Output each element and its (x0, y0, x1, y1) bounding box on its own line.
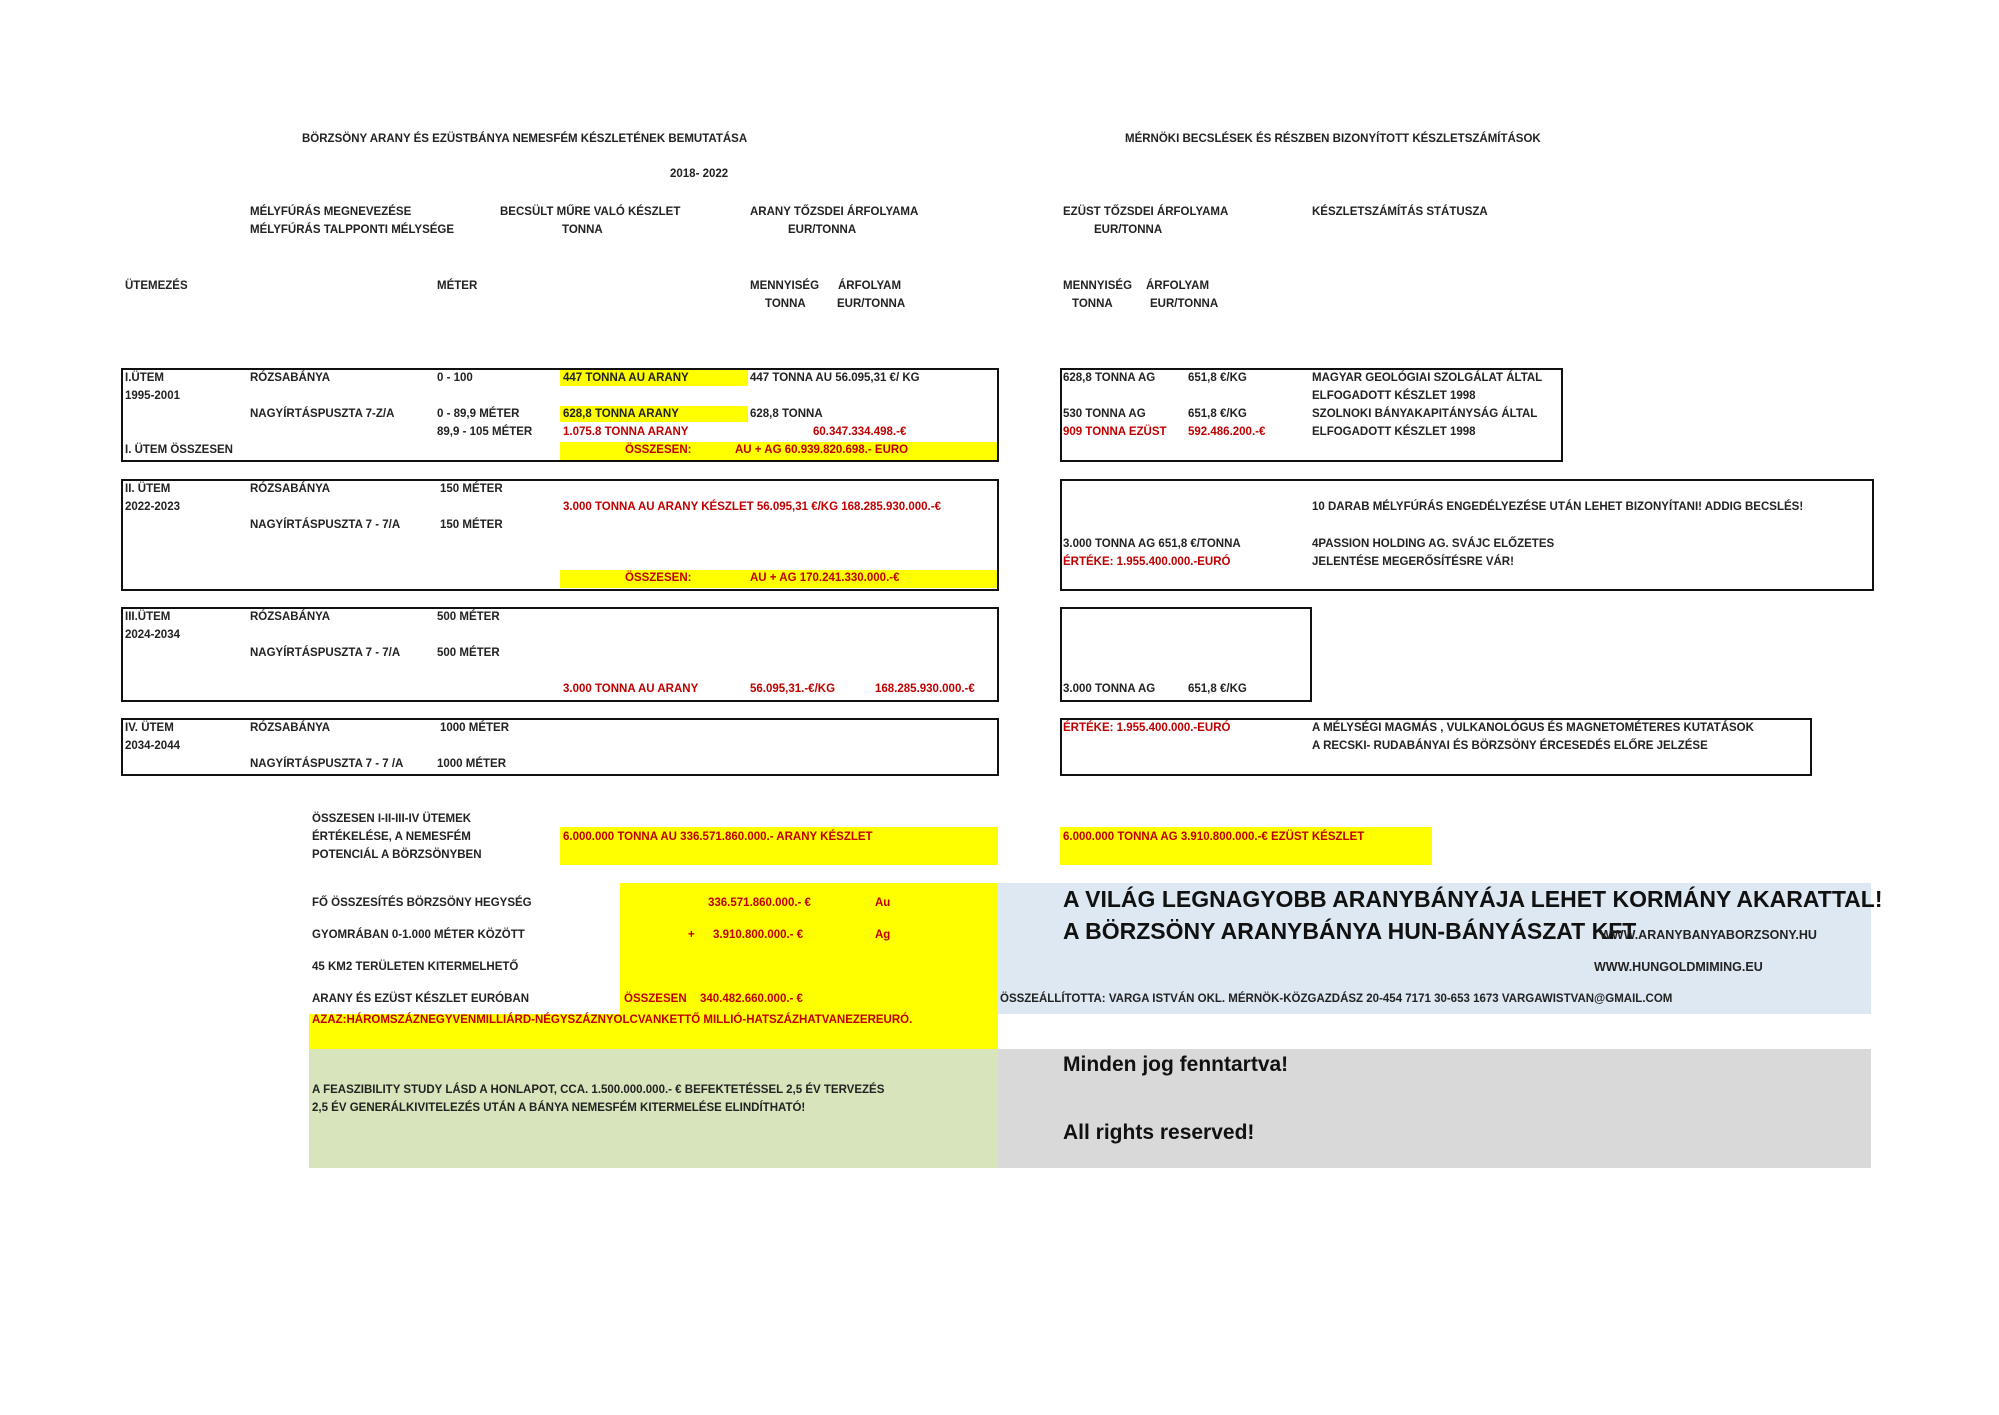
col-drill-name: MÉLYFÚRÁS MEGNEVEZÉSE (250, 206, 412, 218)
promo-line2: A BÖRZSÖNY ARANYBÁNYA HUN-BÁNYÁSZAT KFT (1063, 918, 1637, 944)
summary-l1: FŐ ÖSSZESÍTÉS BÖRZSÖNY HEGYSÉG (312, 897, 532, 909)
phase2-r-status-b: JELENTÉSE MEGERŐSÍTÉSRE VÁR! (1312, 556, 1514, 568)
totals-silver: 6.000.000 TONNA AG 3.910.800.000.-€ EZÜST KÉSZLET (1063, 831, 1365, 843)
phase1-sum-text: ÖSSZESEN: (625, 444, 692, 456)
phase2-right-box (1060, 479, 1874, 591)
phase3-r-qty: 3.000 TONNA AG (1063, 683, 1156, 695)
phase1-r-qty3: 909 TONNA EZÜST (1063, 426, 1167, 438)
col-silver-rate: ÁRFOLYAM (1146, 280, 1210, 292)
phase3-label: III.ÜTEM (125, 611, 171, 623)
phase2-r-status-a: 4PASSION HOLDING AG. SVÁJC ELŐZETES (1312, 538, 1555, 550)
summary-l2: GYOMRÁBAN 0-1.000 MÉTER KÖZÖTT (312, 929, 525, 941)
phase2-sum-text: ÖSSZESEN: (625, 572, 692, 584)
phase1-r-rate1: 651,8 €/KG (1188, 372, 1247, 384)
col-silver-rate-unit: EUR/TONNA (1150, 298, 1219, 310)
phase3-site2: NAGYÍRTÁSPUSZTA 7 - 7/A (250, 647, 401, 659)
totals-gold: 6.000.000 TONNA AU 336.571.860.000.- ARANY KÉSZLET (563, 831, 873, 843)
phase1-r-rate2: 651,8 €/KG (1188, 408, 1247, 420)
phase3-depth1: 500 MÉTER (437, 611, 500, 623)
phase1-sum-label: I. ÜTEM ÖSSZESEN (125, 444, 233, 456)
summary-u1: Au (875, 897, 891, 909)
col-rate-unit: EUR/TONNA (837, 298, 906, 310)
col-tonna: TONNA (562, 224, 603, 236)
phase2-r-note: 10 DARAB MÉLYFÚRÁS ENGEDÉLYEZÉSE UTÁN LEHET BIZONYÍTANI! ADDIG BECSLÉS! (1312, 501, 1804, 513)
phase2-site2: NAGYÍRTÁSPUSZTA 7 - 7/A (250, 519, 401, 531)
phase2-depth2: 150 MÉTER (440, 519, 503, 531)
feasibility-line2: 2,5 ÉV GENERÁLKIVITELEZÉS UTÁN A BÁNYA NEMESFÉM KITERMELÉSE ELINDÍTHATÓ! (312, 1102, 806, 1114)
col-est-reserve: BECSÜLT MŰRE VALÓ KÉSZLET (500, 206, 681, 218)
phase2-sum-val: AU + AG 170.241.330.000.-€ (750, 572, 900, 584)
summary-sum-val: 340.482.660.000.- € (700, 993, 803, 1005)
summary-u2: Ag (875, 929, 891, 941)
phase1-depth2: 0 - 89,9 MÉTER (437, 408, 520, 420)
phase1-val3: 60.347.334.498.-€ (813, 426, 907, 438)
col-gold-price: ARANY TŐZSDEI ÁRFOLYAMA (750, 206, 919, 218)
col-qty-unit: TONNA (765, 298, 806, 310)
document-years: 2018- 2022 (670, 168, 729, 180)
phase3-res: 3.000 TONNA AU ARANY (563, 683, 699, 695)
phase3-site1: RÓZSABÁNYA (250, 611, 331, 623)
col-rate: ÁRFOLYAM (838, 280, 902, 292)
rights-hu: Minden jog fenntartva! (1063, 1053, 1289, 1076)
phase1-r-status2b: ELFOGADOTT KÉSZLET 1998 (1312, 426, 1476, 438)
phase1-res2: 628,8 TONNA ARANY (563, 408, 679, 420)
phase1-years: 1995-2001 (125, 390, 180, 402)
phase1-res3: 1.075.8 TONNA ARANY (563, 426, 689, 438)
col-meter: MÉTER (437, 280, 478, 292)
phase1-label: I.ÜTEM (125, 372, 164, 384)
col-silver-qty: MENNYISÉG (1063, 280, 1133, 292)
phase1-r-rate3: 592.486.200.-€ (1188, 426, 1266, 438)
document-title: BÖRZSÖNY ARANY ÉS EZÜSTBÁNYA NEMESFÉM KÉSZLETÉNEK BEMUTATÁSA (302, 133, 748, 145)
col-schedule: ÜTEMEZÉS (125, 280, 188, 292)
phase4-years: 2034-2044 (125, 740, 180, 752)
summary-l4: ARANY ÉS EZÜST KÉSZLET EURÓBAN (312, 993, 530, 1005)
phase2-r-qty: 3.000 TONNA AG 651,8 €/TONNA (1063, 538, 1241, 550)
phase2-label: II. ÜTEM (125, 483, 171, 495)
summary-sum-label: ÖSSZESEN (624, 993, 687, 1005)
col-status: KÉSZLETSZÁMÍTÁS STÁTUSZA (1312, 206, 1488, 218)
summary-words: AZAZ:HÁROMSZÁZNEGYVENMILLIÁRD-NÉGYSZÁZNYOLCVANKETTŐ MILLIÓ-HATSZÁZHATVANEZEREURÓ. (312, 1014, 913, 1026)
phase4-r-note-a: A MÉLYSÉGI MAGMÁS , VULKANOLÓGUS ÉS MAGNETOMÉTERES KUTATÁSOK (1312, 722, 1754, 734)
phase3-depth2: 500 MÉTER (437, 647, 500, 659)
promo-url1[interactable]: WWW.ARANYBANYABORZSONY.HU (1600, 928, 1817, 942)
phase2-years: 2022-2023 (125, 501, 180, 513)
phase1-site2: NAGYÍRTÁSPUSZTA 7-Z/A (250, 408, 395, 420)
col-eur-tonna: EUR/TONNA (788, 224, 857, 236)
rights-en: All rights reserved! (1063, 1121, 1255, 1144)
phase1-site1: RÓZSABÁNYA (250, 372, 331, 384)
phase1-r-status1b: ELFOGADOTT KÉSZLET 1998 (1312, 390, 1476, 402)
phase4-depth1: 1000 MÉTER (440, 722, 510, 734)
totals-label-a: ÖSSZESEN I-II-III-IV ÜTEMEK (312, 813, 472, 825)
phase4-r-note-b: A RECSKI- RUDABÁNYAI ÉS BÖRZSÖNY ÉRCESEDÉS ELŐRE JELZÉSE (1312, 740, 1708, 752)
col-silver-price: EZÜST TŐZSDEI ÁRFOLYAMA (1063, 206, 1229, 218)
right-title: MÉRNÖKI BECSLÉSEK ÉS RÉSZBEN BIZONYÍTOTT KÉSZLETSZÁMÍTÁSOK (1125, 133, 1541, 145)
phase1-val2: 628,8 TONNA (750, 408, 823, 420)
phase4-label: IV. ÜTEM (125, 722, 174, 734)
summary-l3: 45 KM2 TERÜLETEN KITERMELHETŐ (312, 961, 519, 973)
phase1-r-qty1: 628,8 TONNA AG (1063, 372, 1156, 384)
phase3-rate: 56.095,31.-€/KG (750, 683, 836, 695)
phase2-res: 3.000 TONNA AU ARANY KÉSZLET 56.095,31 €/KG 168.285.930.000.-€ (563, 501, 941, 513)
phase2-depth1: 150 MÉTER (440, 483, 503, 495)
totals-label-b: ÉRTÉKELÉSE, A NEMESFÉM (312, 831, 471, 843)
phase1-depth3: 89,9 - 105 MÉTER (437, 426, 533, 438)
summary-v1: 336.571.860.000.- € (708, 897, 811, 909)
phase1-r-status1a: MAGYAR GEOLÓGIAI SZOLGÁLAT ÁLTAL (1312, 372, 1543, 384)
phase3-r-rate: 651,8 €/KG (1188, 683, 1247, 695)
promo-line1: A VILÁG LEGNAGYOBB ARANYBÁNYÁJA LEHET KORMÁNY AKARATTAL! (1063, 886, 1883, 912)
summary-plus: + (688, 929, 695, 941)
phase2-r-value: ÉRTÉKE: 1.955.400.000.-EURÓ (1063, 556, 1231, 568)
col-qty: MENNYISÉG (750, 280, 820, 292)
phase3-val: 168.285.930.000.-€ (875, 683, 975, 695)
phase4-depth2: 1000 MÉTER (437, 758, 507, 770)
phase1-res1: 447 TONNA AU ARANY (563, 372, 689, 384)
summary-v2: 3.910.800.000.- € (713, 929, 804, 941)
col-drill-depth: MÉLYFÚRÁS TALPPONTI MÉLYSÉGE (250, 224, 455, 236)
phase4-site2: NAGYÍRTÁSPUSZTA 7 - 7 /A (250, 758, 404, 770)
phase4-site1: RÓZSABÁNYA (250, 722, 331, 734)
phase1-r-qty2: 530 TONNA AG (1063, 408, 1146, 420)
totals-label-c: POTENCIÁL A BÖRZSÖNYBEN (312, 849, 482, 861)
col-silver-qty-unit: TONNA (1072, 298, 1113, 310)
phase1-val1: 447 TONNA AU 56.095,31 €/ KG (750, 372, 920, 384)
col-silver-eur-tonna: EUR/TONNA (1094, 224, 1163, 236)
promo-url2[interactable]: WWW.HUNGOLDMIMING.EU (1594, 960, 1763, 974)
phase1-depth1: 0 - 100 (437, 372, 473, 384)
phase1-sum-val: AU + AG 60.939.820.698.- EURO (735, 444, 909, 456)
phase3-years: 2024-2034 (125, 629, 180, 641)
phase2-site1: RÓZSABÁNYA (250, 483, 331, 495)
promo-author: ÖSSZEÁLLÍTOTTA: VARGA ISTVÁN OKL. MÉRNÖK-KÖZGAZDÁSZ 20-454 7171 30-653 1673 VARGAWISTVAN@GMAIL.COM (1000, 993, 1673, 1005)
phase1-r-status2a: SZOLNOKI BÁNYAKAPITÁNYSÁG ÁLTAL (1312, 408, 1538, 420)
feasibility-line1: A FEASZIBILITY STUDY LÁSD A HONLAPOT, CCA. 1.500.000.000.- € BEFEKTETÉSSEL 2,5 ÉV TERVEZÉS (312, 1084, 885, 1096)
phase4-r-value: ÉRTÉKE: 1.955.400.000.-EURÓ (1063, 722, 1231, 734)
